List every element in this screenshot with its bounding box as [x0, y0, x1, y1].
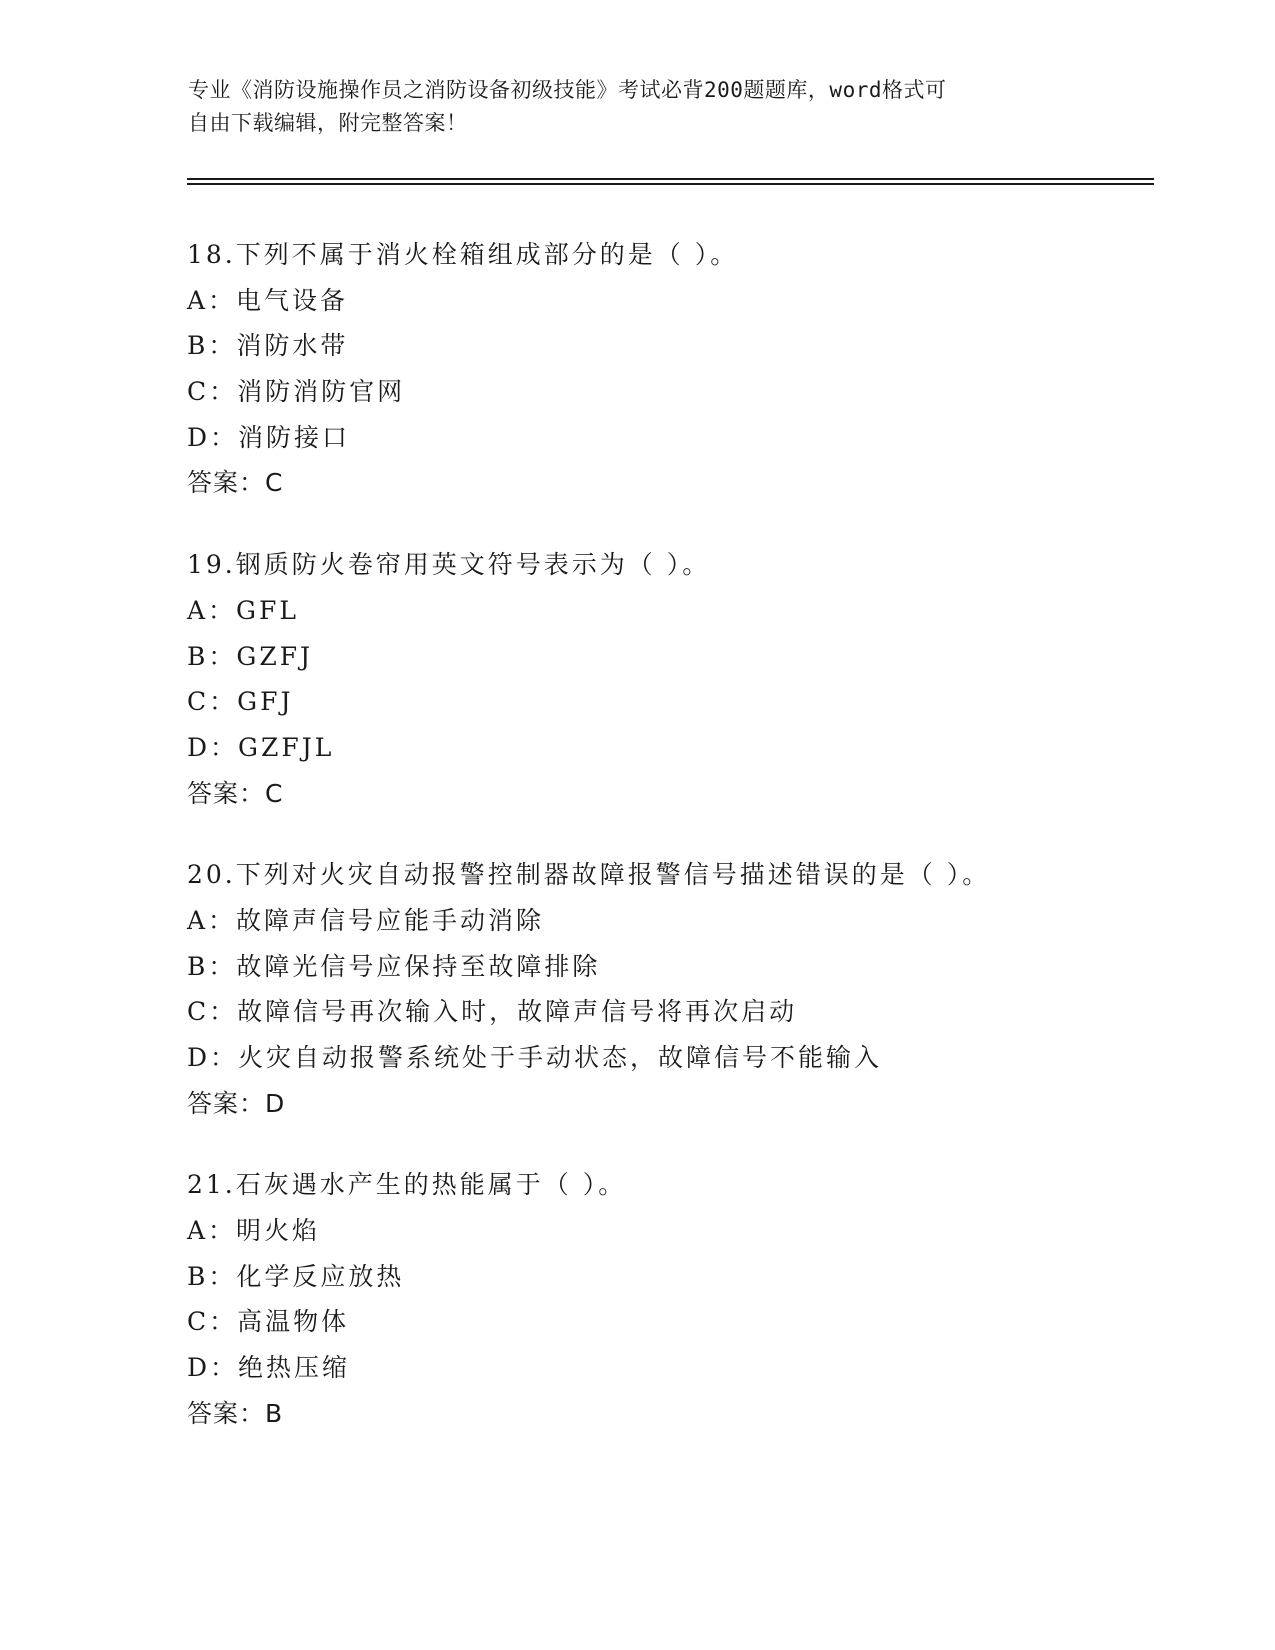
- answer: 答案：D: [187, 1088, 286, 1118]
- option-a: A：GFL: [187, 595, 299, 625]
- document-header: [188, 74, 1068, 140]
- header-divider-top: [187, 178, 1154, 180]
- option-b: B：化学反应放热: [187, 1261, 405, 1291]
- option-d: D：火灾自动报警系统处于手动状态，故障信号不能输入: [187, 1043, 883, 1072]
- option-d: D：GZFJL: [187, 732, 335, 762]
- option-c: C：高温物体: [187, 1307, 350, 1337]
- answer: 答案：C: [187, 778, 284, 808]
- option-c: C：消防消防官网: [187, 377, 406, 407]
- header-line-1: 专业《消防设施操作员之消防设备初级技能》考试必背200题题库，word格式可: [188, 78, 947, 102]
- option-a: A：明火焰: [187, 1216, 321, 1246]
- option-c: C：故障信号再次输入时，故障声信号将再次启动: [187, 997, 798, 1027]
- option-d: D：绝热压缩: [187, 1353, 351, 1383]
- option-b: B：消防水带: [187, 331, 349, 361]
- question-20: [187, 852, 1187, 1126]
- question-stem: 18.下列不属于消火栓箱组成部分的是（ ）。: [187, 240, 739, 269]
- header-divider-bottom: [187, 183, 1154, 185]
- option-c: C：GFJ: [187, 687, 294, 717]
- header-line-2: 自由下载编辑，附完整答案！: [188, 111, 468, 135]
- option-b: B：故障光信号应保持至故障排除: [187, 951, 601, 981]
- option-d: D：消防接口: [187, 422, 351, 452]
- question-stem: 20.下列对火灾自动报警控制器故障报警信号描述错误的是（ ）。: [187, 860, 991, 890]
- option-b: B：GZFJ: [187, 641, 314, 671]
- question-stem: 19.钢质防火卷帘用英文符号表示为（ ）。: [187, 550, 711, 580]
- option-a: A：故障声信号应能手动消除: [187, 905, 545, 935]
- answer: 答案：B: [187, 1398, 284, 1428]
- answer: 答案：C: [187, 468, 284, 498]
- question-stem: 21.石灰遇水产生的热能属于（ ）。: [187, 1170, 627, 1200]
- question-18: [187, 232, 1187, 506]
- question-21: [187, 1162, 1187, 1436]
- question-list: [187, 232, 1187, 1473]
- question-19: [187, 542, 1187, 816]
- option-a: A：电气设备: [187, 285, 349, 315]
